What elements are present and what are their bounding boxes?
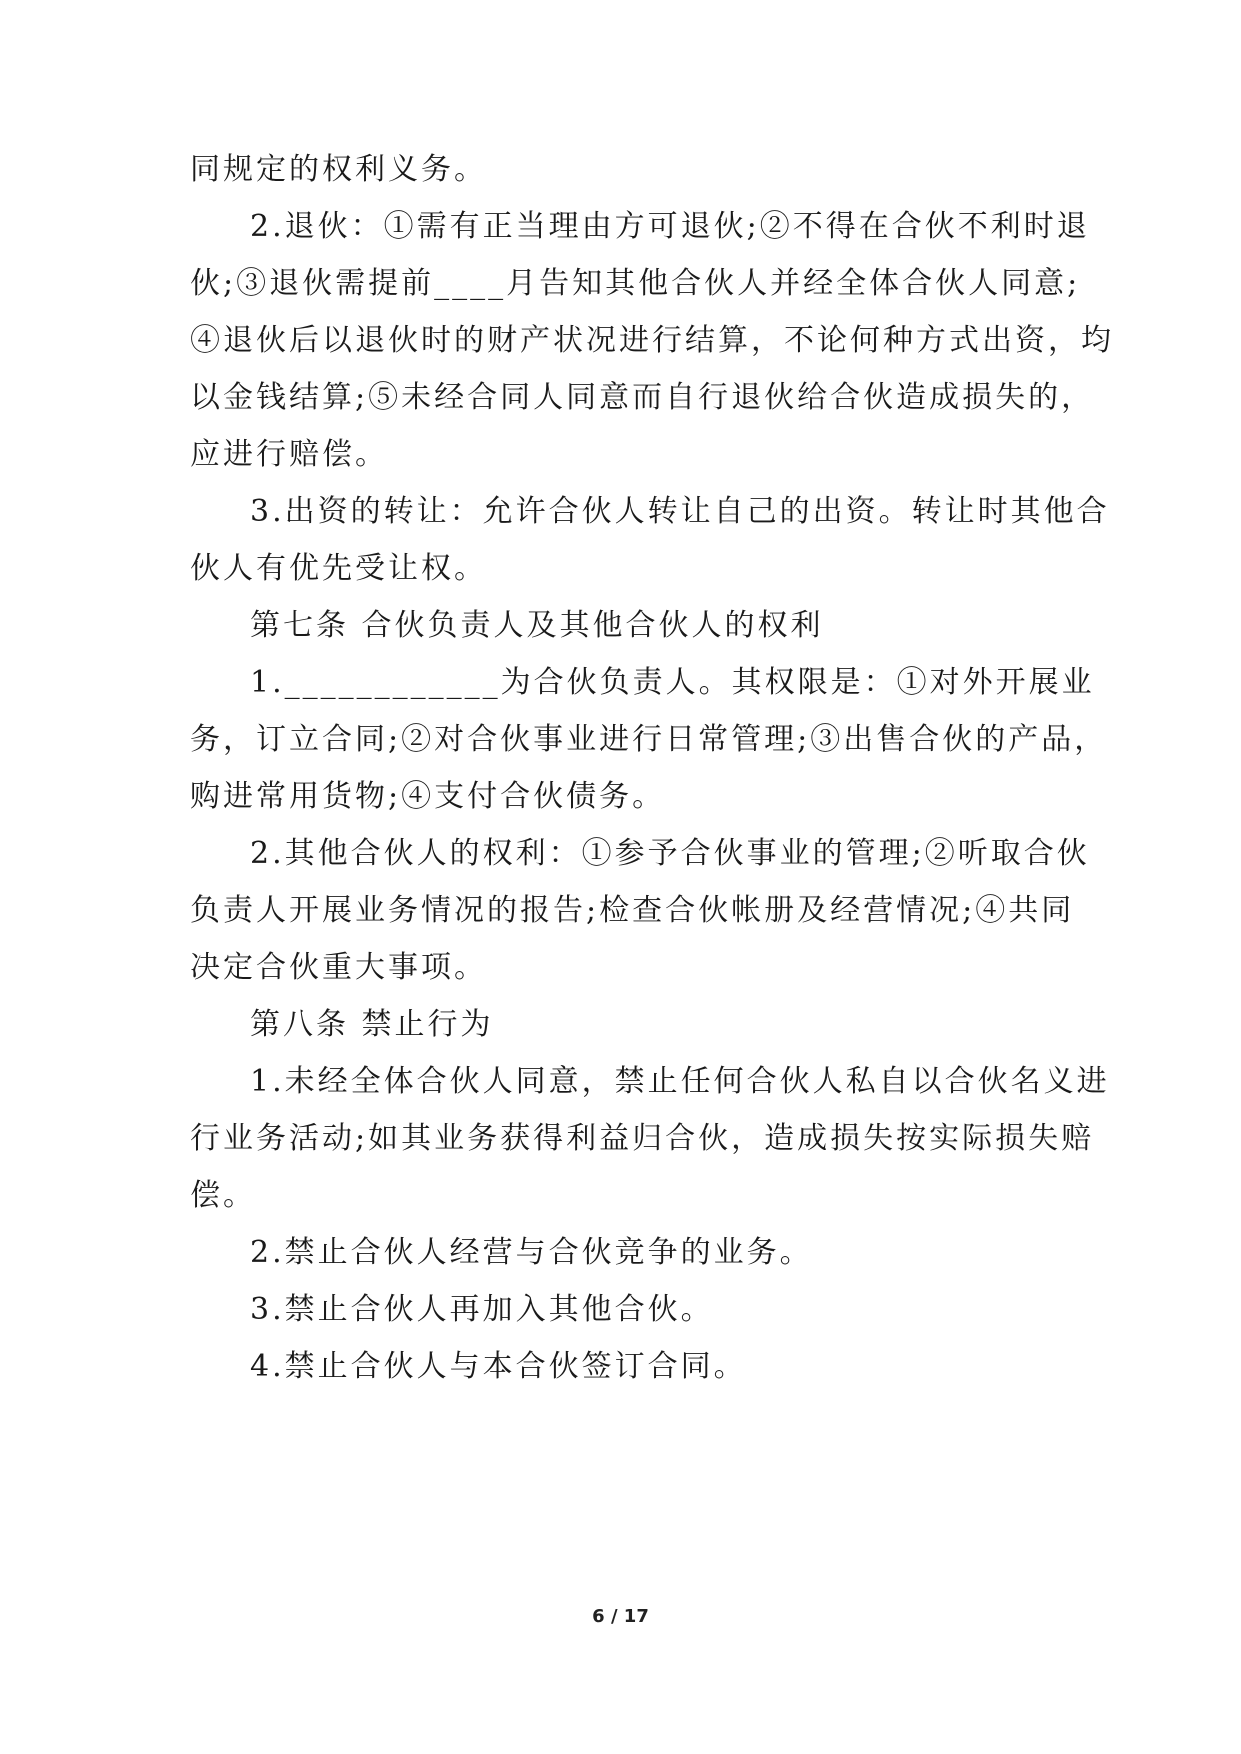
- text-line: 务，订立合同;②对合伙事业进行日常管理;③出售合伙的产品，: [190, 722, 1108, 757]
- text-line: 行业务活动;如其业务获得利益归合伙，造成损失按实际损失赔: [190, 1121, 1095, 1156]
- text-line: 应进行赔偿。: [190, 437, 388, 472]
- text-line: 伙人有优先受让权。: [190, 551, 487, 586]
- page-number: 6 / 17: [592, 1606, 649, 1627]
- text-line: 2.禁止合伙人经营与合伙竞争的业务。: [250, 1235, 813, 1270]
- section-heading: 第七条 合伙负责人及其他合伙人的权利: [250, 608, 824, 643]
- text-line: 以金钱结算;⑤未经合同人同意而自行退伙给合伙造成损失的，: [190, 380, 1095, 415]
- text-line: 1.____________为合伙负责人。其权限是：①对外开展业: [250, 665, 1095, 700]
- section-heading: 第八条 禁止行为: [250, 1007, 494, 1042]
- text-line: 2.其他合伙人的权利：①参予合伙事业的管理;②听取合伙: [250, 836, 1090, 871]
- text-line: 1.未经全体合伙人同意，禁止任何合伙人私自以合伙名义进: [250, 1064, 1110, 1099]
- text-line: 同规定的权利义务。: [190, 152, 487, 187]
- text-line: 伙;③退伙需提前____月告知其他合伙人并经全体合伙人同意;: [190, 266, 1081, 301]
- text-line: 3.出资的转让：允许合伙人转让自己的出资。转让时其他合: [250, 494, 1110, 529]
- text-line: 2.退伙：①需有正当理由方可退伙;②不得在合伙不利时退: [250, 209, 1090, 244]
- text-line: 4.禁止合伙人与本合伙签订合同。: [250, 1349, 747, 1384]
- text-line: 购进常用货物;④支付合伙债务。: [190, 779, 666, 814]
- text-line: 决定合伙重大事项。: [190, 950, 487, 985]
- text-line: 负责人开展业务情况的报告;检查合伙帐册及经营情况;④共同: [190, 893, 1075, 928]
- text-line: 3.禁止合伙人再加入其他合伙。: [250, 1292, 714, 1327]
- text-line: 偿。: [190, 1178, 256, 1213]
- text-line: ④退伙后以退伙时的财产状况进行结算，不论何种方式出资，均: [190, 323, 1114, 358]
